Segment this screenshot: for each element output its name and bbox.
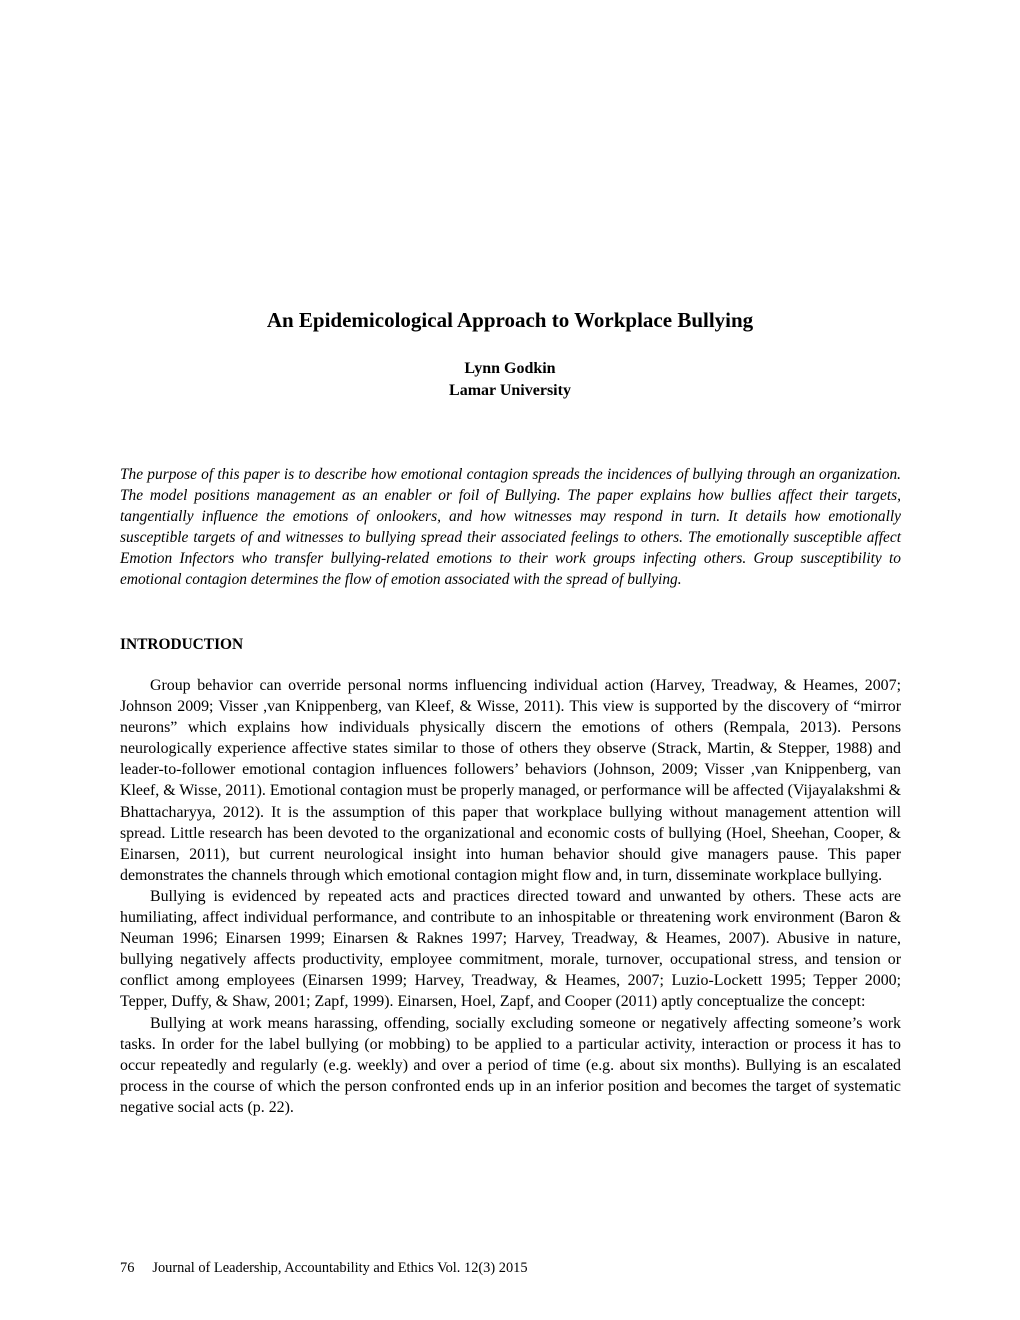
section-heading-introduction: INTRODUCTION: [120, 636, 244, 653]
journal-citation: Journal of Leadership, Accountability and Ethics Vol. 12(3) 2015: [152, 1260, 528, 1276]
body-paragraph: Group behavior can override personal norms influencing individual action (Harvey, Treadway, & Heames, 2007; Johnson 2009; Visser ,van Knippenberg, van Kleef, & Wisse, 2011). This view is supported by the discovery of “mirror neurons” which explains how individuals physically discern the emotions of others (Rempala, 2013). Persons neurologically experience affective states similar to those of others they observe (Strack, Martin, & Stepper, 1988) and leader-to-follower emotional contagion influences followers’ behaviors (Johnson, 2009; Visser ,van Knippenberg, van Kleef, & Wisse, 2011). Emotional contagion must be properly managed, or performance will be affected (Vijayalakshmi & Bhattacharyya, 2012). It is the assumption of this paper that workplace bullying without management attention will spread. Little research has been devoted to the organizational and economic costs of bullying (Hoel, Sheehan, Cooper, & Einarsen, 2011), but current neurological insight into human behavior should give managers pause. This paper demonstrates the channels through which emotional contagion might flow and, in turn, disseminate workplace bullying.: [120, 677, 901, 884]
page-number: 76: [120, 1260, 135, 1276]
abstract: The purpose of this paper is to describe how emotional contagion spreads the incidences of bullying through an organization. The model positions management as an enabler or foil of Bullying. The paper explains how bullies affect their targets, tangentially influence the emotions of onlookers, and how witnesses may respond in turn. It details how emotionally susceptible targets of and witnesses to bullying spread their associated feelings to others. The emotionally susceptible affect Emotion Infectors who transfer bullying-related emotions to their work groups infecting others. Group susceptibility to emotional contagion determines the flow of emotion associated with the spread of bullying.: [120, 466, 901, 589]
body-text: [120, 675, 901, 1118]
block-quote: Bullying at work means harassing, offending, socially excluding someone or negatively affecting someone’s work tasks. In order for the label bullying (or mobbing) to be applied to a particular activity, interaction or process it has to occur repeatedly and regularly (e.g. weekly) and over a period of time (e.g. about six months). Bullying is an escalated process in the course of which the person confronted ends up in an inferior position and becomes the target of systematic negative social acts (p. 22).: [120, 1014, 901, 1116]
page-footer: [120, 1258, 528, 1278]
paper-title: An Epidemicological Approach to Workplace Bullying: [266, 308, 754, 332]
author-affiliation: Lamar University: [449, 382, 571, 399]
author-name: Lynn Godkin: [464, 360, 556, 377]
body-paragraph: Bullying is evidenced by repeated acts and practices directed toward and unwanted by others. These acts are humiliating, affect individual performance, and contribute to an inhospitable or threatening work environment (Baron & Neuman 1996; Einarsen 1999; Einarsen & Raknes 1997; Harvey, Treadway, & Heames, 2007). Abusive in nature, bullying negatively affects productivity, employee commitment, morale, turnover, occupational stress, and tension or conflict among employees (Einarsen 1999; Harvey, Treadway, & Heames, 2007; Luzio-Lockett 1995; Tepper 2000; Tepper, Duffy, & Shaw, 2001; Zapf, 1999). Einarsen, Hoel, Zapf, and Cooper (2011) aptly conceptualize the concept:: [120, 887, 901, 1011]
